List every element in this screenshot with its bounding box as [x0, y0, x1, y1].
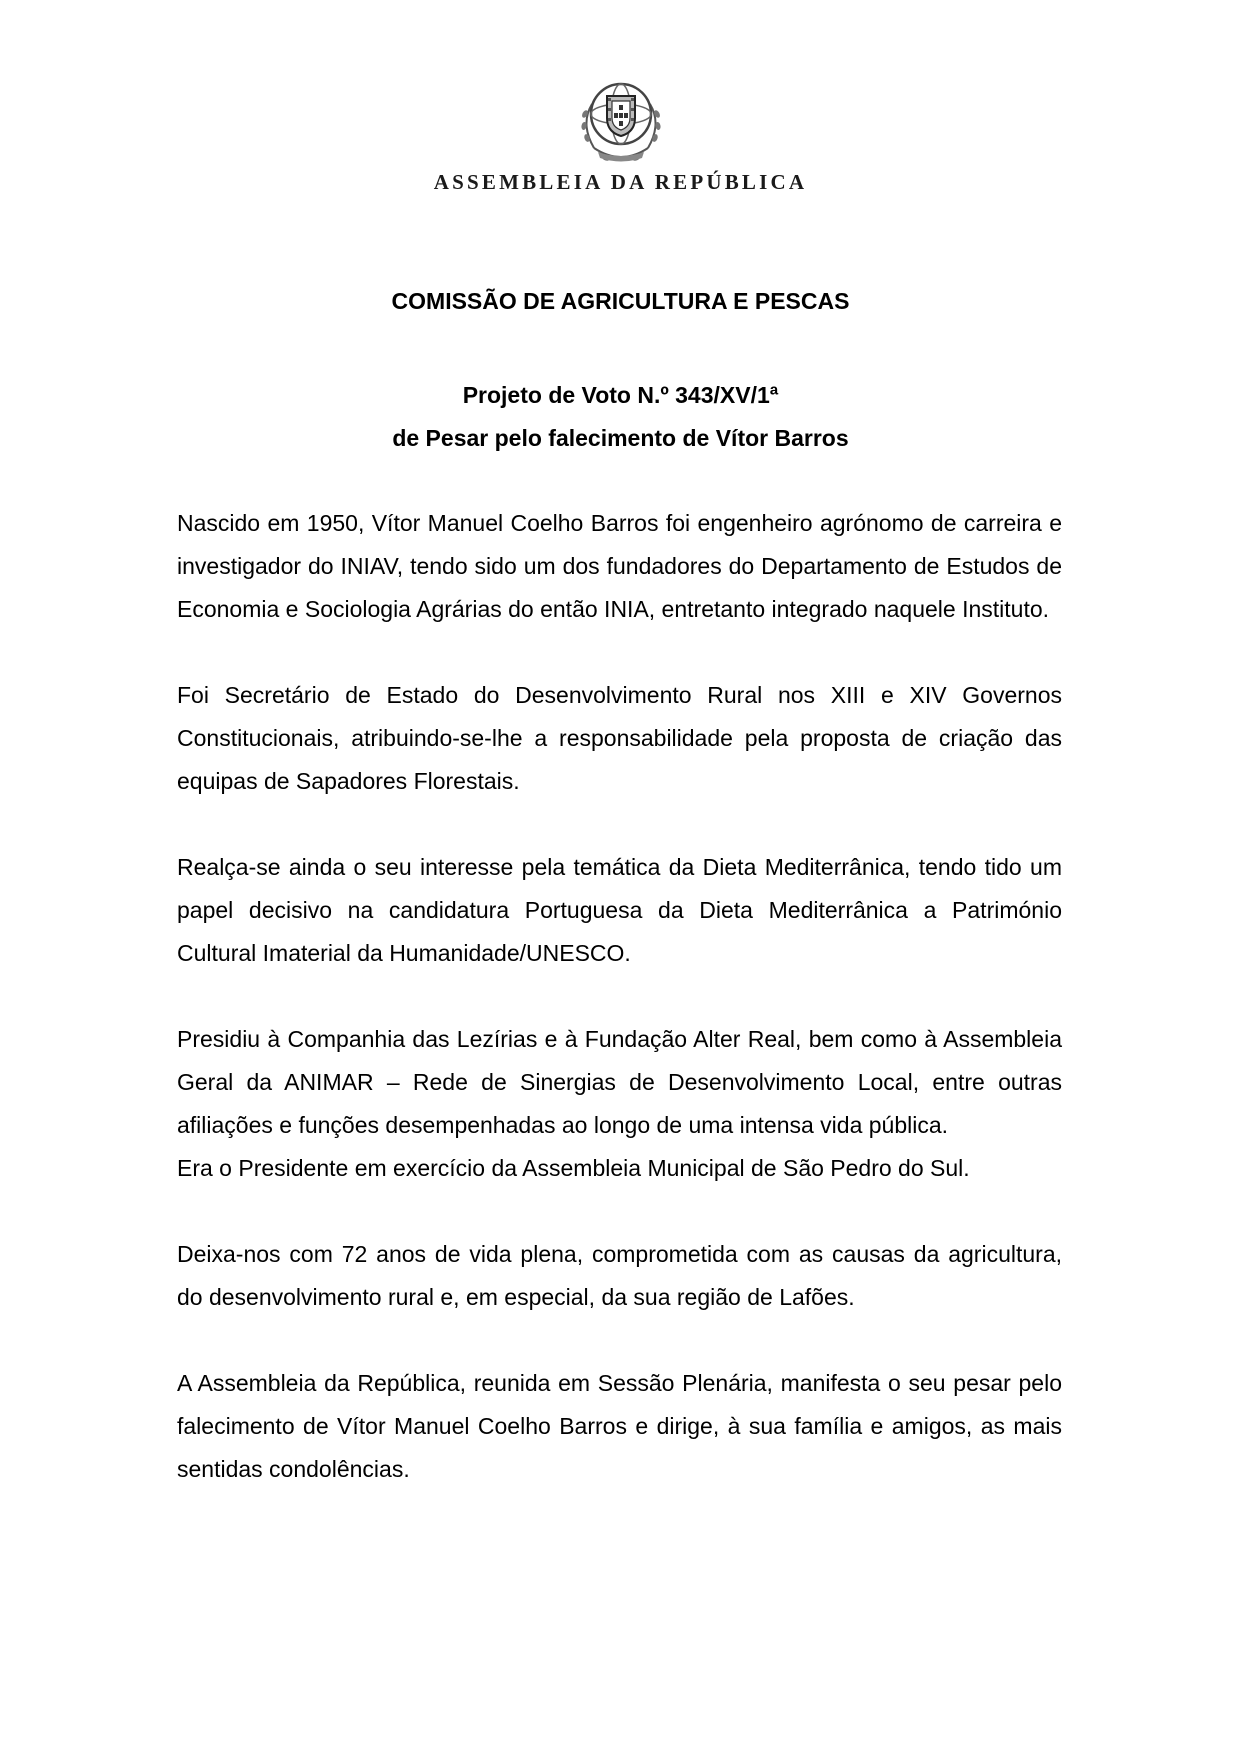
coat-of-arms-icon: [572, 74, 670, 166]
paragraph: A Assembleia da República, reunida em Sessão Plenária, manifesta o seu pesar pelo falecimento de Vítor Manuel Coelho Barros e dirige, à sua família e amigos, as mais sentidas condolências.: [177, 1370, 1062, 1482]
paragraph: Presidiu à Companhia das Lezírias e à Fundação Alter Real, bem como à Assembleia Geral da ANIMAR – Rede de Sinergias de Desenvolvimento Local, entre outras afiliações e funções desempenhadas ao longo de uma intensa vida pública.: [177, 1026, 1062, 1138]
vote-subject: de Pesar pelo falecimento de Vítor Barros: [392, 425, 849, 451]
paragraph: Realça-se ainda o seu interesse pela temática da Dieta Mediterrânica, tendo tido um papel decisivo na candidatura Portuguesa da Dieta Mediterrânica a Património Cultural Imaterial da Humanidade/UNESCO.: [177, 854, 1062, 966]
committee-title: COMISSÃO DE AGRICULTURA E PESCAS: [391, 288, 850, 314]
paragraph: Nascido em 1950, Vítor Manuel Coelho Barros foi engenheiro agrónomo de carreira e investigador do INIAV, tendo sido um dos fundadores do Departamento de Estudos de Economia e Sociologia Agrárias do então INIA, entretanto integrado naquele Instituto.: [177, 510, 1062, 622]
paragraph: Era o Presidente em exercício da Assembleia Municipal de São Pedro do Sul.: [177, 1155, 970, 1181]
vote-number: Projeto de Voto N.º 343/XV/1ª: [462, 382, 779, 408]
paragraph: Foi Secretário de Estado do Desenvolvimento Rural nos XIII e XIV Governos Constitucionais, atribuindo-se-lhe a responsabilidade pela proposta de criação das equipas de Sapadores Florestais.: [177, 682, 1062, 794]
document-body: [177, 502, 1062, 1534]
vote-title-block: [0, 374, 1241, 460]
paragraph: Deixa-nos com 72 anos de vida plena, comprometida com as causas da agricultura, do desenvolvimento rural e, em especial, da sua região de Lafões.: [177, 1241, 1062, 1310]
institution-name: ASSEMBLEIA DA REPÚBLICA: [433, 170, 808, 194]
